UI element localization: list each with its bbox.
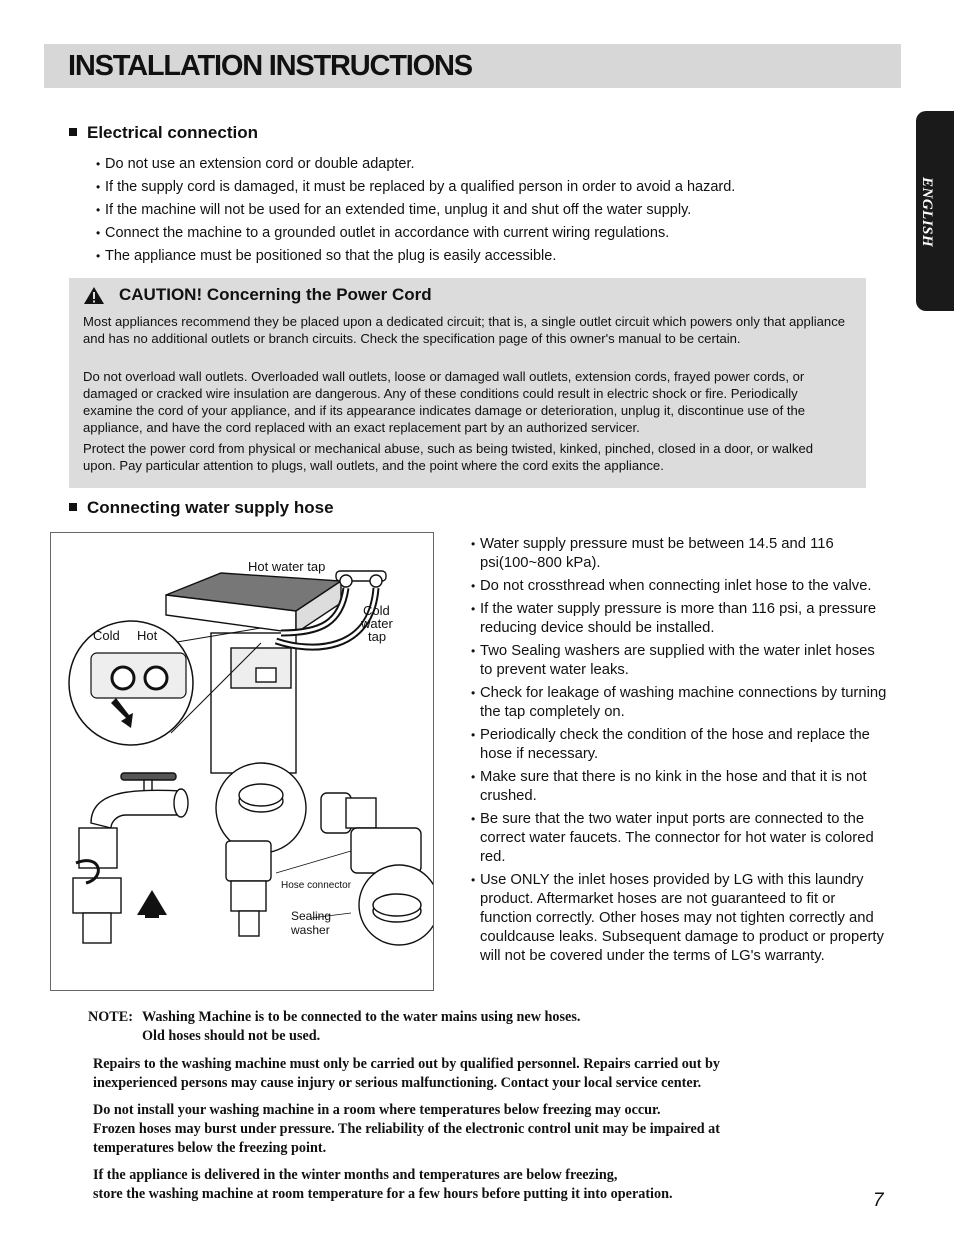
list-item: • Two Sealing washers are supplied with the water inlet hoses to prevent water leaks. <box>471 643 875 678</box>
square-bullet-icon <box>69 503 77 511</box>
list-item: • Make sure that there is no kink in the hose and that it is not crushed. <box>471 769 867 804</box>
freezing-notice: Do not install your washing machine in a room where temperatures below freezing may occur. <box>93 1102 661 1118</box>
note-line: Washing Machine is to be connected to the water mains using new hoses. <box>142 1009 581 1025</box>
sealing-washer-label: washer <box>291 923 330 937</box>
sealing-washer-label: Sealing <box>291 909 332 923</box>
cold-water-tap-label: tap <box>368 629 387 644</box>
language-tab-label: ENGLISH <box>919 177 935 248</box>
caution-box <box>69 278 866 488</box>
list-item: • Periodically check the condition of the hose and replace the hose if necessary. <box>471 727 870 762</box>
list-item: • If the water supply pressure is more than 116 psi, a pressure reducing device should be installed. <box>471 601 877 636</box>
caution-paragraph: Most appliances recommend they be placed upon a dedicated circuit; that is, a single outlet circuit which powers only that appliance and has no additional outlets or branch circuits. Check the specification page of this owner's manual to be certain. <box>83 314 846 346</box>
hose-installation-figure <box>50 532 434 991</box>
repairs-notice: Repairs to the washing machine must only be carried out by qualified personnel. Repairs carried out by inexperienced persons may cause injury or serious malfunctioning. Contact your local service center. <box>93 1056 721 1091</box>
hot-port-label: Hot <box>137 628 158 643</box>
note-line: Old hoses should not be used. <box>142 1028 321 1044</box>
water-heading: Connecting water supply hose <box>69 498 334 518</box>
hose-connector-label: Hose connector <box>281 880 352 891</box>
caution-paragraph: Do not overload wall outlets. Overloaded wall outlets, loose or damaged wall outlets, extension cords, frayed power cords, or damaged or cracked wire insulation are dangerous. Any of these conditions could result in electric shock or fire. Periodically examine the cord of your appliance, and if its appearance indicates damage or deterioration, unplug it, discontinue use of the appliance, and have the cord replaced with an exact replacement part by an authorized servicer. <box>83 369 806 435</box>
list-item: • Use ONLY the inlet hoses provided by LG with this laundry product. Aftermarket hoses are not guaranteed to fit or function correctly. Other hoses may not tighten correctly and couldcause leaks. Subsequent damage to product or property will not be covered under the terms of LG's warranty. <box>471 872 884 964</box>
warning-icon <box>83 286 105 305</box>
list-item: • Check for leakage of washing machine connections by turning the tap completely on. <box>471 685 887 720</box>
list-item: • Be sure that the two water input ports are connected to the correct water faucets. The connector for hot water is colored red. <box>471 811 874 865</box>
note-label: NOTE: <box>88 1009 133 1025</box>
cold-water-tap-label: water <box>361 616 393 631</box>
list-item: • Water supply pressure must be between 14.5 and 116 psi(100~800 kPa). <box>471 536 834 571</box>
header-bar <box>44 44 901 88</box>
winter-notice: store the washing machine at room temperature for a few hours before putting it into operation. <box>93 1186 673 1202</box>
cold-port-label: Cold <box>93 628 120 643</box>
hose-illustration <box>51 533 433 990</box>
list-item: • If the machine will not be used for an extended time, unplug it and shut off the water supply. <box>96 202 692 218</box>
list-item: • Do not use an extension cord or double adapter. <box>96 156 415 172</box>
electrical-heading: Electrical connection <box>69 123 258 143</box>
winter-notice: If the appliance is delivered in the winter months and temperatures are below freezing, <box>93 1167 618 1183</box>
square-bullet-icon <box>69 128 77 136</box>
list-item: • If the supply cord is damaged, it must be replaced by a qualified person in order to avoid a hazard. <box>96 179 736 195</box>
language-tab <box>916 111 954 311</box>
list-item: • Do not crossthread when connecting inlet hose to the valve. <box>471 578 872 594</box>
cold-water-tap-label: Cold <box>363 603 390 618</box>
water-list <box>471 535 891 970</box>
caution-paragraph: Protect the power cord from physical or mechanical abuse, such as being twisted, kinked, pinched, closed in a door, or walked upon. Pay particular attention to plugs, wall outlets, and the point where the cord exits the appliance. <box>83 441 814 473</box>
list-item: • Connect the machine to a grounded outlet in accordance with current wiring regulations. <box>96 225 670 241</box>
list-item: • The appliance must be positioned so that the plug is easily accessible. <box>96 248 557 264</box>
electrical-list <box>96 155 876 270</box>
hot-water-tap-label: Hot water tap <box>248 559 326 574</box>
freezing-notice: Frozen hoses may burst under pressure. The reliability of the electronic control unit may be impaired at temperatures below the freezing point. <box>93 1121 720 1156</box>
caution-heading: CAUTION! Concerning the Power Cord <box>83 285 432 305</box>
page-title: INSTALLATION INSTRUCTIONS <box>68 50 472 82</box>
page-number: 7 <box>873 1190 884 1211</box>
